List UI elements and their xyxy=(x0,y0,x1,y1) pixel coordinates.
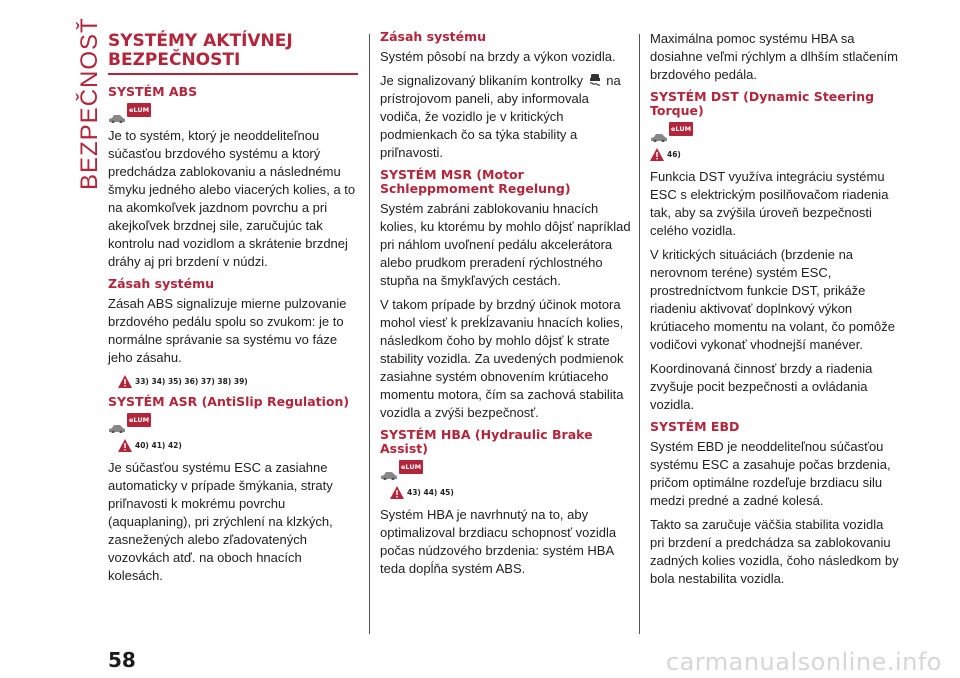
msr-text-2: V takom prípade by brzdný účinok motora mohol viesť k prekĺzavaniu hnacích kolies, následkom čoho by mohlo dôjsť k strate stability vozidla. Za uvedených podmienok zasiahne systém obnovením krútiaceho momentu motora, čím sa zachová stabilita vozidla a zvýši bezpečnosť. xyxy=(380,297,624,420)
elum-indicator xyxy=(380,460,632,480)
warning-ref-numbers: 43) 44) 45) xyxy=(407,487,454,497)
column-divider xyxy=(369,34,370,634)
warning-refs xyxy=(650,146,900,162)
hba-text-continued: Maximálna pomoc systému HBA sa dosiahne veľmi rýchlym a dlhším stlačením brzdového pedála. xyxy=(650,31,898,82)
elum-badge: eLUM xyxy=(399,460,423,474)
asr-intervention-text-2a: Je signalizovaný blikaním kontrolky xyxy=(380,73,584,88)
asr-text: Je súčasťou systému ESC a zasiahne automaticky v prípade šmýkania, straty priľnavosti k mokrému povrchu (aquaplaning), pri zrýchlení na klzkých, zasnežených alebo zľadovatených vozovkách atď. na oboch hnacích kolesách. xyxy=(108,460,333,583)
hba-heading: SYSTÉM HBA (Hydraulic Brake Assist) xyxy=(380,427,593,456)
dst-heading: SYSTÉM DST (Dynamic Steering Torque) xyxy=(650,89,875,118)
asr-heading: SYSTÉM ASR (AntiSlip Regulation) xyxy=(108,394,350,409)
car-icon xyxy=(108,423,126,433)
elum-indicator xyxy=(108,413,358,433)
warning-icon xyxy=(650,148,664,161)
abs-text: Je to systém, ktorý je neoddeliteľnou súčasťou brzdového systému a ktorý predchádza zablokovaniu a následnému šmyku jedného alebo viacerých kolies, a to na akomkoľvek jazdnom povrchu a pri akejkoľvek brzdnej sile, zaručujúc tak kontrolu nad vozidlom a skrátenie brzdnej dráhy aj pri brzdení v núdzi. xyxy=(108,128,356,269)
warning-ref-numbers: 33) 34) 35) 36) 37) 38) 39) xyxy=(135,376,248,386)
ebd-heading: SYSTÉM EBD xyxy=(650,419,740,434)
elum-indicator xyxy=(650,122,900,142)
warning-refs xyxy=(118,437,358,453)
car-icon xyxy=(650,132,668,142)
hba-text: Systém HBA je navrhnutý na to, aby optimalizoval brzdiacu schopnosť vozidla počas núdzového brzdenia: systém HBA teda dopĺňa systém ABS. xyxy=(380,507,617,576)
elum-indicator xyxy=(108,103,358,123)
dst-text-2: V kritických situáciách (brzdenie na nerovnom teréne) systém ESC, prostredníctvom funkcie DST, prikáže riadeniu aktivovať doplnkový výkon krútiaceho momentu na volant, čo pomôže vodičovi vykonať vhodnejší manéver. xyxy=(650,247,895,352)
asr-intervention-text-2b: na prístrojovom paneli, aby informovala vodiča, že vozidlo je v kritických podmienkach čo sa týka stability a priľnavosti. xyxy=(380,73,621,160)
elum-badge: eLUM xyxy=(127,103,151,117)
car-icon xyxy=(380,470,398,480)
asr-intervention-text-2 xyxy=(380,72,632,162)
asr-intervention-text-1: Systém pôsobí na brzdy a výkon vozidla. xyxy=(380,49,616,64)
dst-text-1: Funkcia DST využíva integráciu systému ESC s elektrickým posilňovačom riadenia tak, aby sa zvýšila úroveň bezpečnosti celého vozidla. xyxy=(650,169,889,238)
elum-badge: eLUM xyxy=(127,413,151,427)
dst-text-3: Koordinovaná činnosť brzdy a riadenia zvyšuje pocit bezpečnosti a ovládania vozidla. xyxy=(650,361,873,412)
warning-refs xyxy=(390,484,632,500)
column-1 xyxy=(108,30,358,591)
car-icon xyxy=(108,113,126,123)
column-2 xyxy=(380,30,632,584)
ebd-text-2: Takto sa zaručuje väčšia stabilita vozidla pri brzdení a predchádza sa zablokovaniu zadných kolies vozidla, čoho následkom by bola nestabilita vozidla. xyxy=(650,517,899,586)
abs-intervention-heading: Zásah systému xyxy=(108,276,215,291)
warning-ref-numbers: 40) 41) 42) xyxy=(135,440,182,450)
column-divider xyxy=(639,34,640,634)
warning-icon xyxy=(118,439,132,452)
msr-heading: SYSTÉM MSR (Motor Schleppmoment Regelung) xyxy=(380,167,571,196)
asr-intervention-heading: Zásah systému xyxy=(380,29,487,44)
msr-text-1: Systém zabráni zablokovaniu hnacích kolies, ku ktorému by mohlo dôjsť napríklad pri náhlom uvoľnení pedálu akcelerátora alebo prudkom preradení rýchlostného stupňa na šmykľavých cestách. xyxy=(380,201,631,288)
abs-heading: SYSTÉM ABS xyxy=(108,84,198,99)
abs-intervention-text: Zásah ABS signalizuje mierne pulzovanie brzdového pedálu spolu so zvukom: je to normálne správanie sa systému vo fáze jeho zásahu. xyxy=(108,296,347,365)
warning-icon xyxy=(390,486,404,499)
warning-ref-numbers: 46) xyxy=(667,149,681,159)
page-number: 58 xyxy=(108,648,136,672)
column-3 xyxy=(650,30,900,594)
elum-badge: eLUM xyxy=(669,122,693,136)
ebd-text-1: Systém EBD je neoddeliteľnou súčasťou systému ESC a zasahuje počas brzdenia, pričom optimálne rozdeľuje brzdiacu silu medzi predné a zadné kolesá. xyxy=(650,439,891,508)
side-section-tab xyxy=(44,17,103,260)
skid-warning-light-icon xyxy=(587,73,603,87)
warning-refs xyxy=(118,373,358,389)
page-title: SYSTÉMY AKTÍVNEJ BEZPEČNOSTI xyxy=(108,32,358,75)
side-section-label: BEZPEČNOSŤ xyxy=(76,17,103,190)
warning-icon xyxy=(118,375,132,388)
watermark: carmanualsonline.info xyxy=(665,648,942,676)
